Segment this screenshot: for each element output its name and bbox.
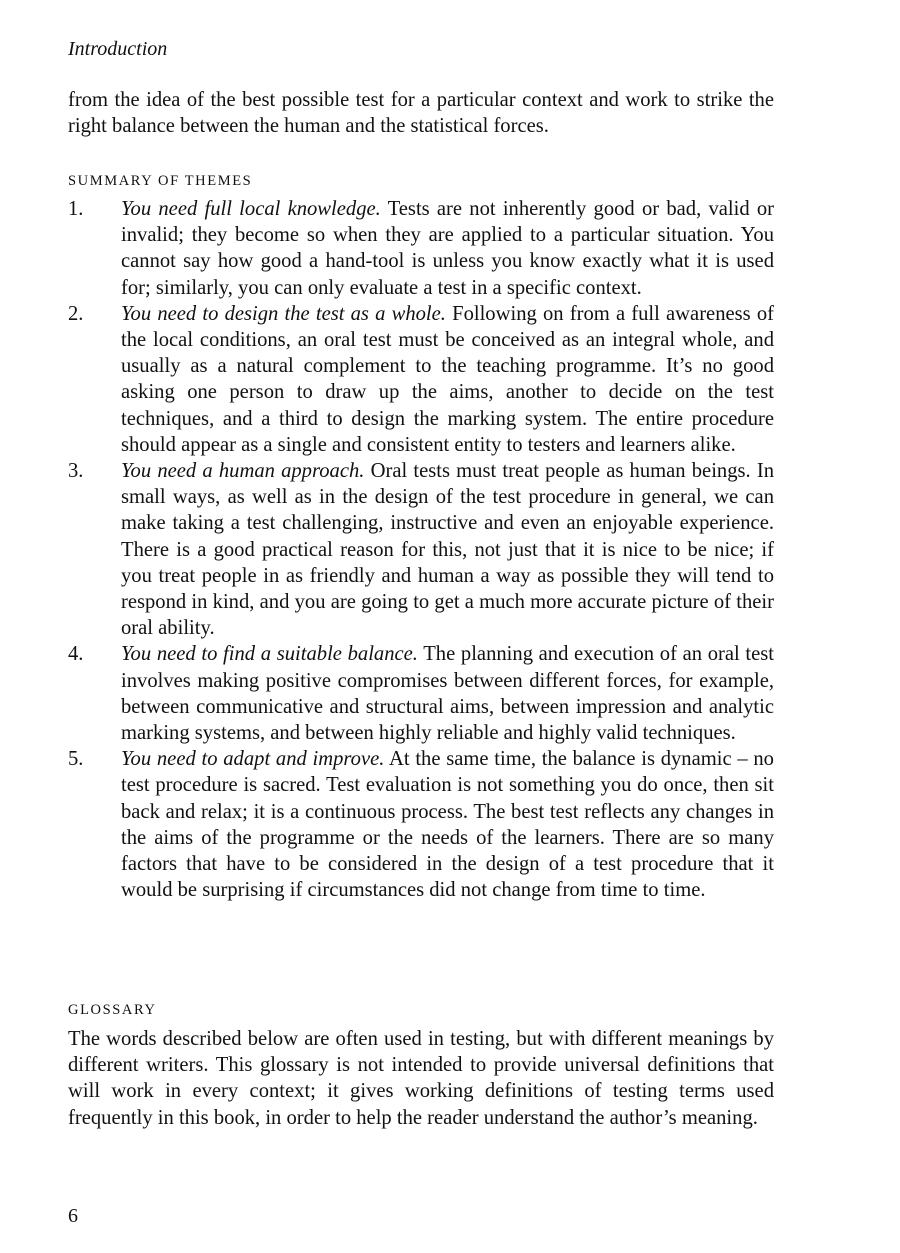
glossary-paragraph: The words described below are often used in testing, but with different meanings by different writers. This glossary is not intended to provide universal definitions that will work in every context; it gives working definitions of testing terms used frequently in this book, in order to help the reader understand the author’s meaning.	[68, 1028, 774, 1129]
intro-paragraph: from the idea of the best possible test for a particular context and work to strike the right balance between the human and the statistical forces.	[68, 89, 774, 138]
theme-item	[68, 301, 774, 458]
theme-title: You need full local knowledge.	[121, 198, 381, 220]
themes-list	[68, 196, 774, 903]
theme-title: You need to design the test as a whole.	[121, 302, 446, 325]
theme-text: Tests are not inherently good or bad, valid or invalid; they become so when they are applied to a particular situation. You cannot say how good a hand-tool is unless you know exactly what it is used for; similarly, you can only evaluate a test in a specific context.	[121, 198, 774, 299]
theme-title: You need a human approach.	[121, 460, 365, 483]
glossary-heading: GLOSSARY	[68, 1002, 157, 1018]
summary-heading: SUMMARY OF THEMES	[68, 173, 253, 189]
theme-item	[68, 196, 774, 301]
theme-number: 2.	[68, 302, 84, 325]
theme-number: 3.	[68, 460, 84, 483]
theme-number: 1.	[68, 198, 84, 220]
page-number: 6	[68, 1205, 78, 1227]
theme-number: 5.	[68, 748, 84, 771]
theme-text: Oral tests must treat people as human beings. In small ways, as well as in the design of the test procedure in general, we can make taking a test challenging, instructive and even an enjoyable experience. There is a good practical reason for this, not just that it is nice to be nice; if you treat people in as friendly and human a way as possible they will tend to respond in kind, and you are going to get a much more accurate picture of their oral ability.	[121, 460, 775, 640]
theme-text: Following on from a full awareness of the local conditions, an oral test must be conceived as an integral whole, and usually as a natural complement to the teaching programme. It’s no good asking one person to draw up the aims, another to decide on the test techniques, and a third to design the marking system. The entire procedure should appear as a single and consistent entity to testers and learners alike.	[121, 302, 774, 456]
theme-text: At the same time, the balance is dynamic – no test procedure is sacred. Test evaluation is not something you do once, then sit back and relax; it is a continuous process. The best test reflects any changes in the aims of the programme or the needs of the learners. There are so many factors that have to be considered in the design of a test procedure that it would be surprising if circumstances did not change from time to time.	[121, 748, 774, 902]
theme-title: You need to adapt and improve.	[121, 748, 385, 771]
theme-number: 4.	[68, 643, 84, 666]
theme-item	[68, 746, 774, 903]
theme-title: You need to find a suitable balance.	[121, 643, 418, 666]
theme-item	[68, 641, 774, 746]
theme-text: The planning and execution of an oral test involves making positive compromises between different forces, for example, between communicative and structural aims, between impression and analytic marking systems, and between highly reliable and highly valid techniques.	[121, 643, 774, 745]
theme-item	[68, 458, 774, 641]
running-head: Introduction	[68, 38, 168, 60]
